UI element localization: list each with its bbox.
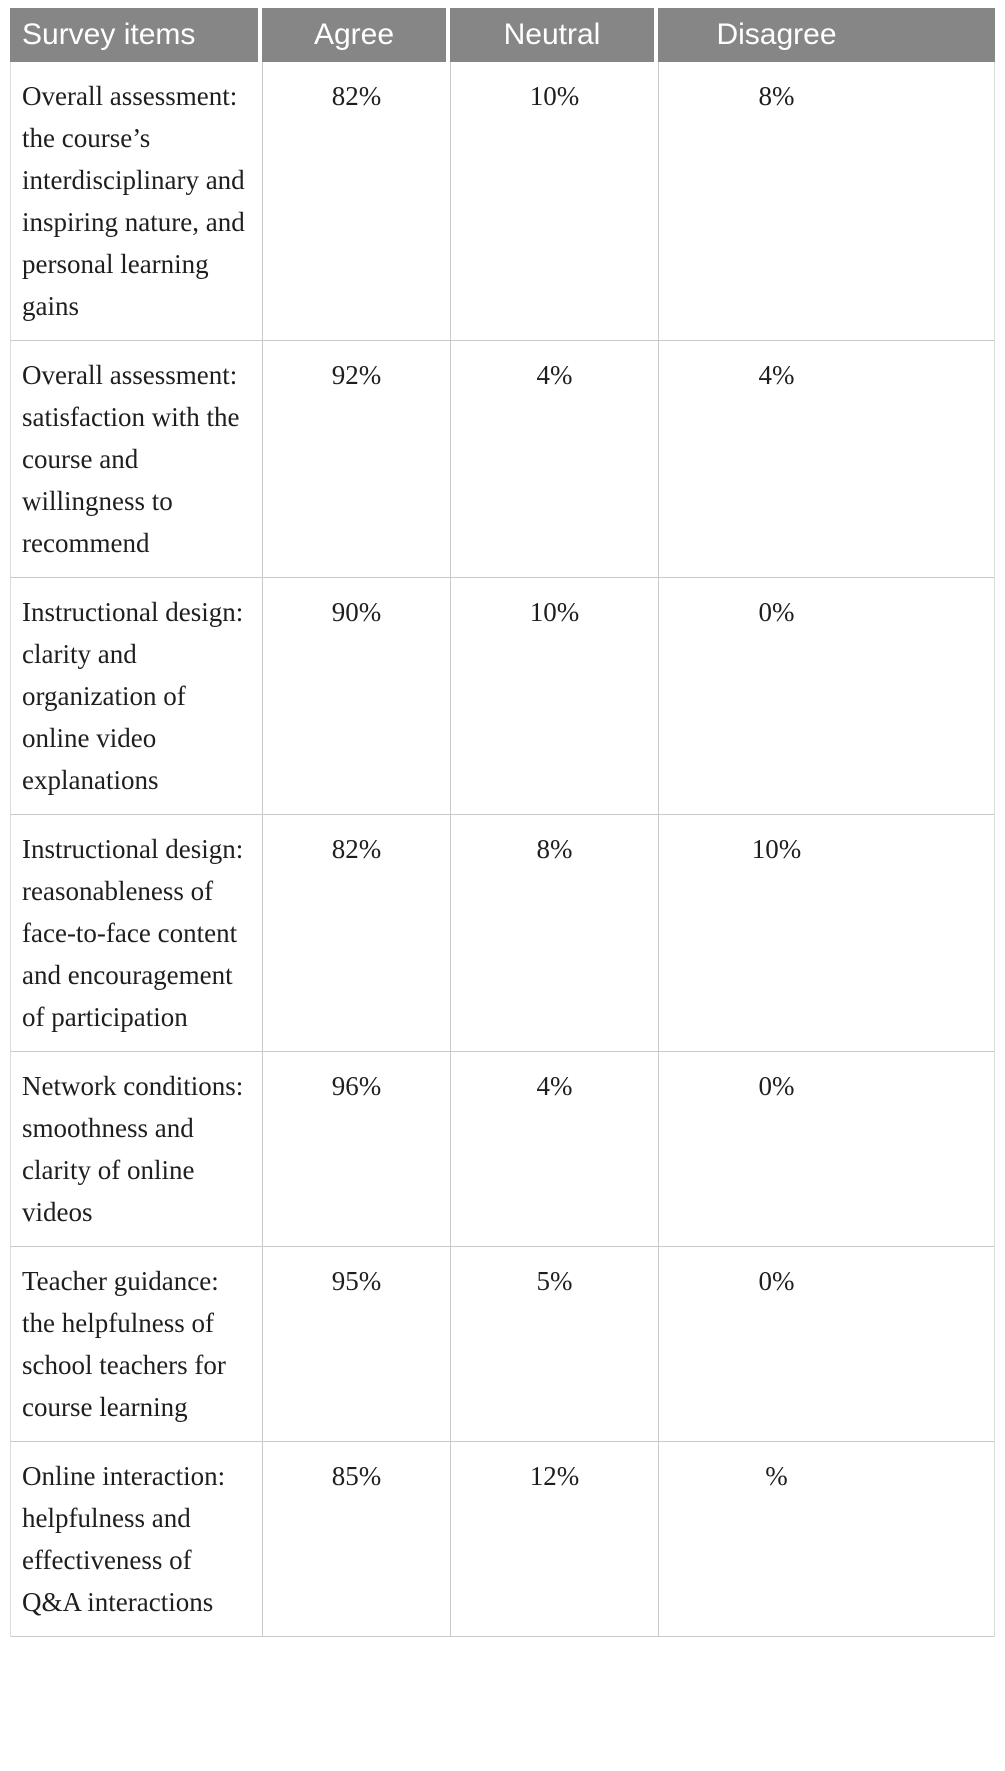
survey-results-table [10, 8, 995, 1637]
neutral-cell: 10% [451, 62, 659, 340]
header-cell-neutral: Neutral [450, 8, 658, 62]
agree-cell: 92% [263, 341, 451, 577]
table-row [11, 1247, 994, 1442]
neutral-cell: 8% [451, 815, 659, 1051]
survey-item-cell: Instructional design: reasonableness of face-to-face content and encouragement of participation [11, 815, 263, 1051]
survey-item-cell: Overall assessment: satisfaction with the course and willingness to recommend [11, 341, 263, 577]
table-row [11, 1442, 994, 1637]
survey-item-cell: Instructional design: clarity and organization of online video explanations [11, 578, 263, 814]
disagree-cell: 0% [758, 1266, 795, 1296]
survey-item-cell: Overall assessment: the course’s interdisciplinary and inspiring nature, and personal learning gains [11, 62, 263, 340]
agree-cell: 96% [263, 1052, 451, 1246]
disagree-cell: 10% [751, 834, 802, 864]
survey-item-cell: Online interaction: helpfulness and effectiveness of Q&A interactions [11, 1442, 263, 1636]
table-body [10, 62, 995, 1637]
header-cell-survey-items: Survey items [10, 8, 262, 62]
table-row [11, 62, 994, 341]
table-row [11, 578, 994, 815]
neutral-cell: 4% [451, 341, 659, 577]
agree-cell: 85% [263, 1442, 451, 1636]
agree-cell: 82% [263, 62, 451, 340]
neutral-cell: 4% [451, 1052, 659, 1246]
disagree-cell: 8% [758, 81, 795, 111]
disagree-cell: % [765, 1461, 788, 1491]
neutral-cell: 5% [451, 1247, 659, 1441]
survey-item-cell: Network conditions: smoothness and clarity of online videos [11, 1052, 263, 1246]
disagree-cell: 0% [758, 597, 795, 627]
header-cell-disagree: Disagree [658, 8, 995, 62]
table-row [11, 815, 994, 1052]
table-row [11, 1052, 994, 1247]
table-header-row [10, 8, 995, 62]
agree-cell: 95% [263, 1247, 451, 1441]
neutral-cell: 10% [451, 578, 659, 814]
disagree-cell: 0% [758, 1071, 795, 1101]
table-row [11, 341, 994, 578]
disagree-cell: 4% [758, 360, 795, 390]
header-cell-agree: Agree [262, 8, 450, 62]
neutral-cell: 12% [451, 1442, 659, 1636]
agree-cell: 82% [263, 815, 451, 1051]
agree-cell: 90% [263, 578, 451, 814]
survey-item-cell: Teacher guidance: the helpfulness of school teachers for course learning [11, 1247, 263, 1441]
